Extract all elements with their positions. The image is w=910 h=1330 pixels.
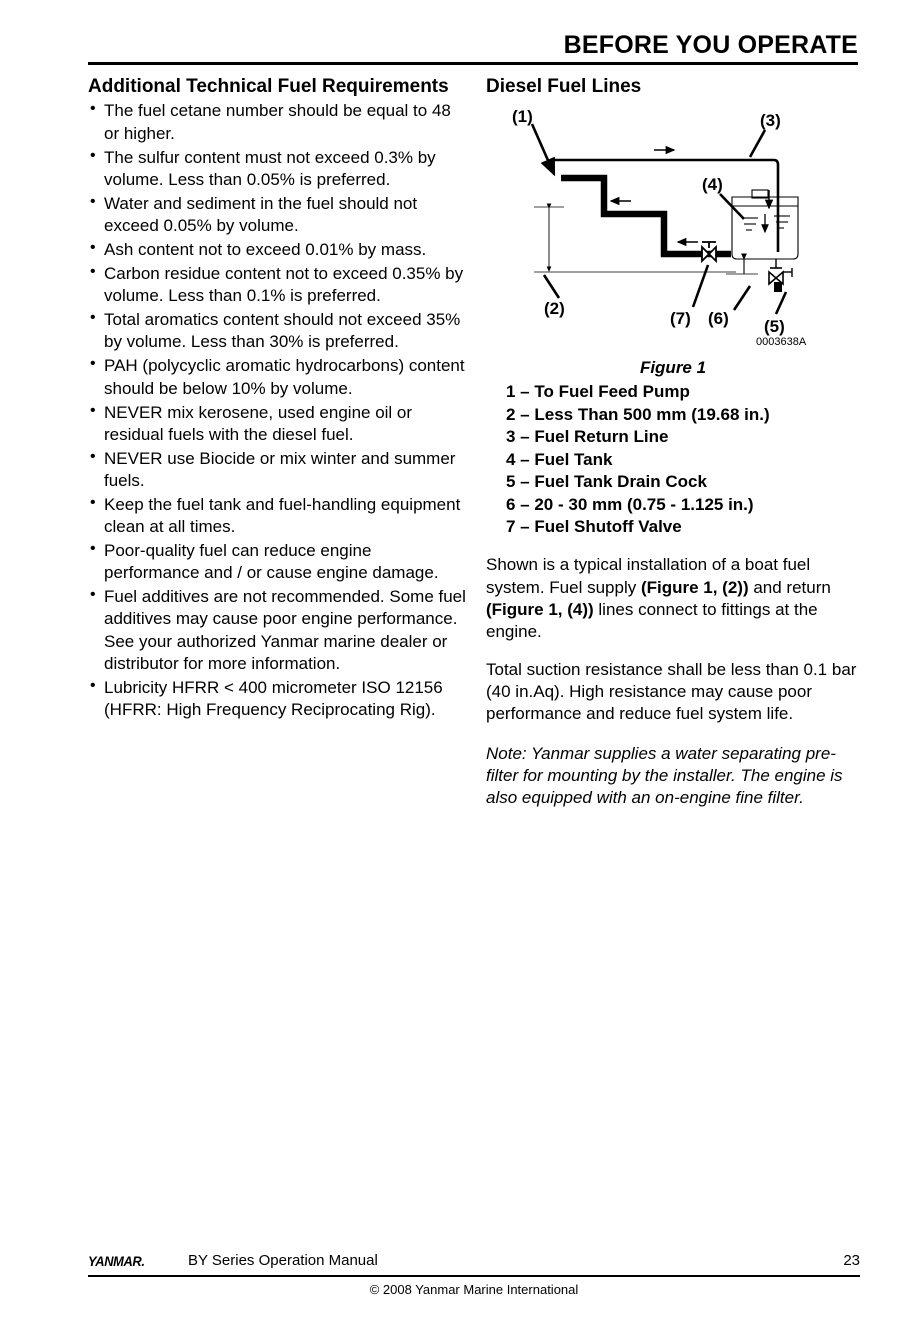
page-title: BEFORE YOU OPERATE bbox=[563, 31, 858, 59]
fuel-requirements-list bbox=[88, 100, 466, 721]
yanmar-logo: YANMAR. bbox=[88, 1253, 145, 1269]
callout-1: (1) bbox=[512, 107, 533, 127]
fuel-system-schematic-svg bbox=[486, 102, 860, 360]
right-column bbox=[486, 76, 860, 809]
list-item: • Keep the fuel tank and fuel-handling equipment clean at all times. bbox=[88, 494, 466, 538]
fuel-system-diagram bbox=[486, 102, 860, 360]
legend-item: 7 – Fuel Shutoff Valve bbox=[506, 517, 682, 537]
list-item: • The sulfur content must not exceed 0.3% by volume. Less than 0.05% is preferred. bbox=[88, 147, 466, 191]
legend-item: 2 – Less Than 500 mm (19.68 in.) bbox=[506, 404, 770, 424]
section-title-diesel-fuel-lines: Diesel Fuel Lines bbox=[486, 76, 642, 97]
callout-4: (4) bbox=[702, 175, 723, 195]
list-item: • Total aromatics content should not exceed 35% by volume. Less than 30% is preferred. bbox=[88, 309, 466, 353]
fuel-level-marks bbox=[742, 216, 790, 230]
footer-divider bbox=[88, 1275, 860, 1277]
paragraph-text-part: Shown is a typical installation of a boat fuel system. Fuel supply bbox=[486, 555, 811, 597]
figure-caption: Figure 1 bbox=[639, 358, 707, 378]
callout-2: (2) bbox=[544, 299, 565, 319]
page-footer bbox=[88, 1252, 860, 1297]
callout-5: (5) bbox=[764, 317, 785, 337]
callout-7: (7) bbox=[670, 309, 691, 329]
fuel-tank-drain-cock-icon bbox=[769, 259, 792, 292]
list-item: • Carbon residue content not to exceed 0.35% by volume. Less than 0.1% is preferred. bbox=[88, 263, 466, 307]
legend-item: 6 – 20 - 30 mm (0.75 - 1.125 in.) bbox=[506, 494, 754, 514]
figure-legend bbox=[506, 381, 860, 538]
callout-labels bbox=[512, 107, 785, 336]
callout-6: (6) bbox=[708, 309, 729, 329]
paragraph-text-part: and return bbox=[748, 577, 831, 597]
list-item: • Fuel additives are not recommended. Some fuel additives may cause poor engine performance. See your authorized Yanmar marine dealer or distributor for more information. bbox=[88, 586, 466, 674]
legend-item: 4 – Fuel Tank bbox=[506, 449, 613, 469]
left-column bbox=[88, 76, 466, 723]
legend-item: 1 – To Fuel Feed Pump bbox=[506, 382, 690, 402]
manual-title: BY Series Operation Manual bbox=[188, 1252, 378, 1269]
callout-3: (3) bbox=[760, 111, 781, 131]
callout-leader-lines bbox=[532, 124, 786, 314]
paragraph-installation bbox=[486, 554, 860, 642]
list-item: • Water and sediment in the fuel should not exceed 0.05% by volume. bbox=[88, 193, 466, 237]
list-item: • Lubricity HFRR < 400 micrometer ISO 12156 (HFRR: High Frequency Reciprocating Rig). bbox=[88, 677, 466, 721]
legend-item: 3 – Fuel Return Line bbox=[506, 427, 669, 447]
section-title-fuel-requirements: Additional Technical Fuel Requirements bbox=[88, 76, 449, 97]
list-item: • PAH (polycyclic aromatic hydrocarbons) content should be below 10% by volume. bbox=[88, 355, 466, 399]
figure-reference-supply: (Figure 1, (2)) bbox=[640, 577, 749, 597]
figure-reference-return: (Figure 1, (4)) bbox=[486, 599, 594, 619]
legend-item: 5 – Fuel Tank Drain Cock bbox=[506, 472, 707, 492]
list-item: • NEVER mix kerosene, used engine oil or residual fuels with the diesel fuel. bbox=[88, 402, 466, 446]
page-number: 23 bbox=[843, 1252, 860, 1269]
paragraph-text-part: lines connect to fittings at the engine. bbox=[486, 599, 818, 641]
drawing-number: 0003638A bbox=[756, 336, 807, 349]
list-item: • The fuel cetane number should be equal to 48 or higher. bbox=[88, 100, 466, 144]
header-divider bbox=[88, 62, 858, 65]
list-item: • Ash content not to exceed 0.01% by mass. bbox=[88, 239, 466, 261]
paragraph-suction-resistance: Total suction resistance shall be less than 0.1 bar (40 in.Aq). High resistance may cause poor performance and reduce fuel system life. bbox=[486, 659, 857, 724]
list-item: • NEVER use Biocide or mix winter and summer fuels. bbox=[88, 448, 466, 492]
copyright-notice: © 2008 Yanmar Marine International bbox=[369, 1282, 579, 1297]
note-prefilter: Note: Yanmar supplies a water separating pre-filter for mounting by the installer. The engine is also equipped with an on-engine fine filter. bbox=[486, 744, 843, 808]
page-header bbox=[88, 32, 858, 65]
list-item: • Poor-quality fuel can reduce engine performance and / or cause engine damage. bbox=[88, 540, 466, 584]
